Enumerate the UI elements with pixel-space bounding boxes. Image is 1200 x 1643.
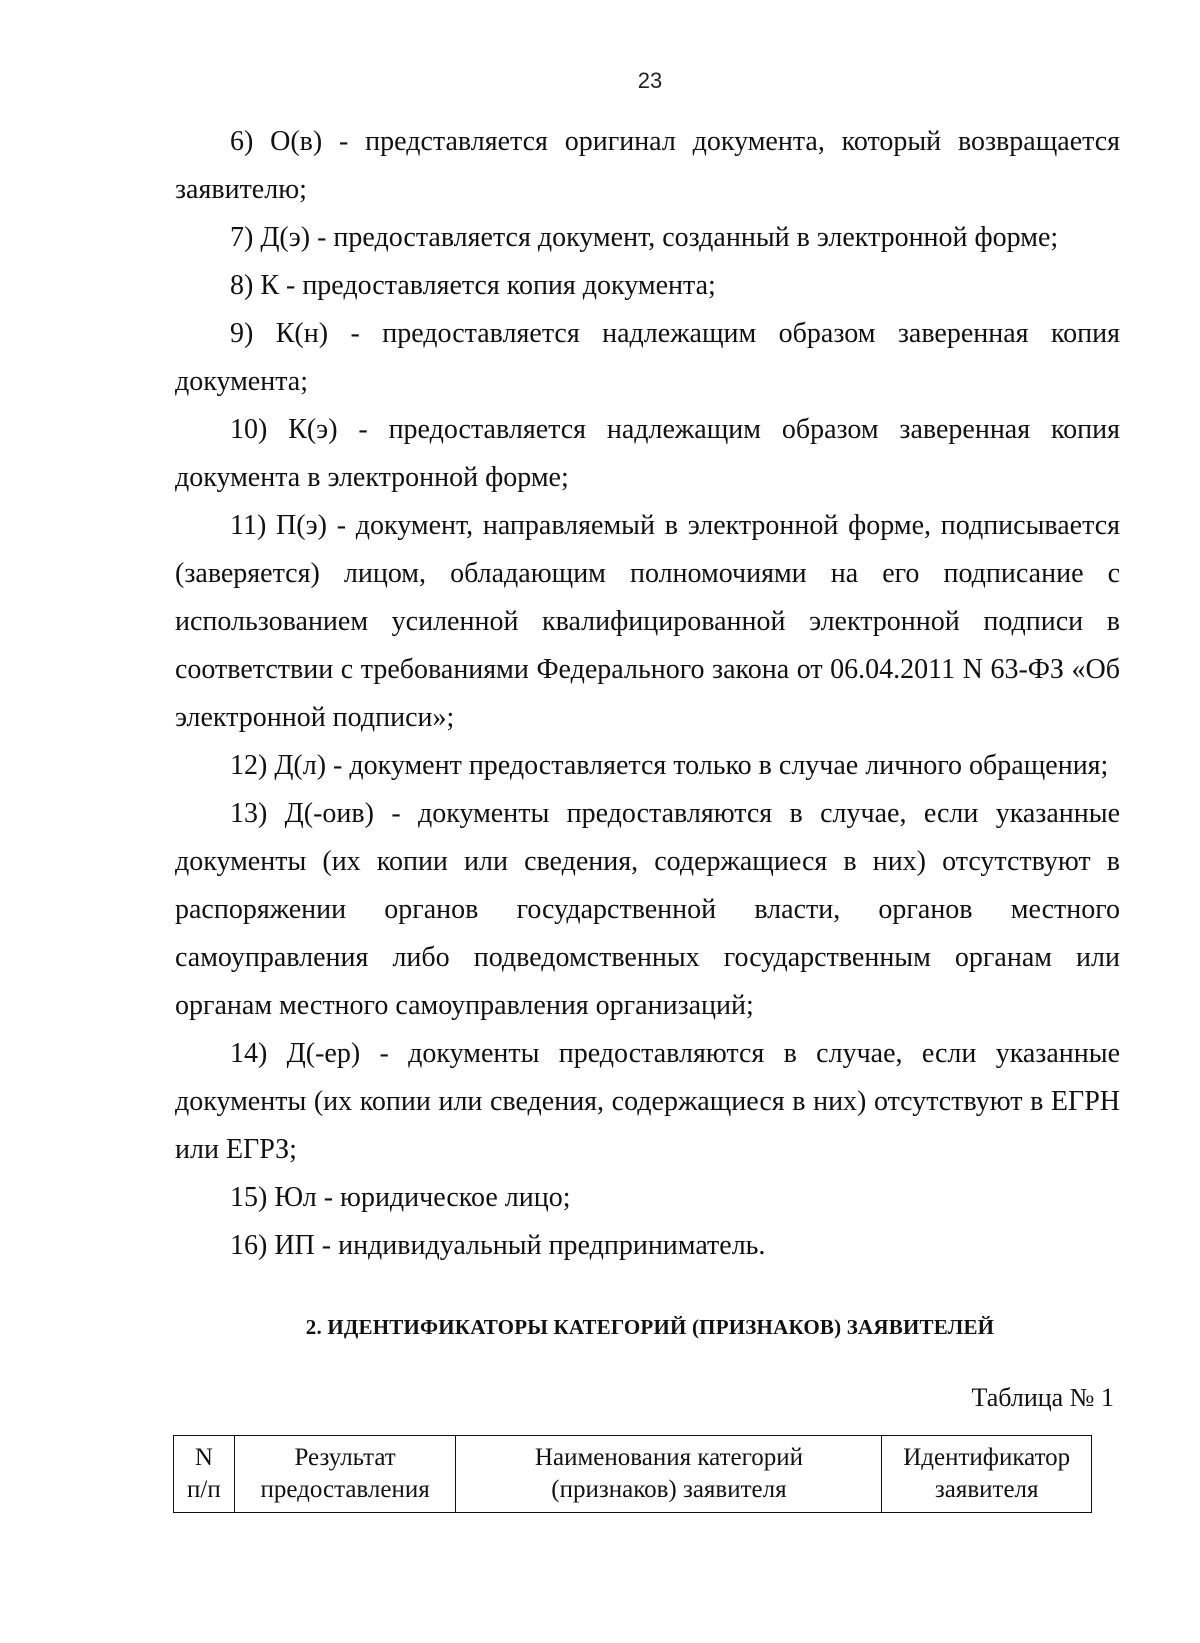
definition-item-16: 16) ИП - индивидуальный предприниматель.	[230, 1230, 766, 1261]
definition-item-6: 6) О(в) - представляется оригинал документа, который возвращается заявителю;	[175, 126, 1120, 205]
definition-item-9: 9) К(н) - предоставляется надлежащим образом заверенная копия документа;	[175, 318, 1120, 397]
header-category-names-line-2: (признаков) заявителя	[551, 1476, 787, 1503]
definitions-list	[175, 118, 1120, 1270]
header-number-line-2: п/п	[187, 1476, 221, 1503]
header-result-line-1: Результат	[294, 1444, 396, 1471]
applicant-categories-table	[173, 1435, 1092, 1513]
header-result-line-2: предоставления	[260, 1476, 430, 1503]
section-title: 2. ИДЕНТИФИКАТОРЫ КАТЕГОРИЙ (ПРИЗНАКОВ) ЗАЯВИТЕЛЕЙ	[305, 1315, 995, 1339]
definition-item-7: 7) Д(э) - предоставляется документ, созданный в электронной форме;	[230, 222, 1059, 253]
header-category-names-line-1: Наименования категорий	[534, 1444, 803, 1471]
table-caption: Таблица № 1	[971, 1383, 1114, 1412]
page-number: 23	[637, 68, 663, 93]
definition-item-8: 8) К - предоставляется копия документа;	[230, 270, 716, 301]
header-category-names	[456, 1436, 882, 1513]
definition-item-14: 14) Д(-ер) - документы предоставляются в случае, если указанные документы (их копии или сведения, содержащиеся в них) отсутствуют в ЕГРН или ЕГРЗ;	[175, 1038, 1120, 1165]
header-applicant-id	[882, 1436, 1092, 1513]
definition-item-11: 11) П(э) - документ, направляемый в электронной форме, подписывается (заверяется) лицом, обладающим полномочиями на его подписание с использованием усиленной квалифицированной электронной подписи в соответствии с требованиями Федерального закона от 06.04.2011 N 63-ФЗ «Об электронной подписи»;	[175, 510, 1120, 733]
definition-item-15: 15) Юл - юридическое лицо;	[230, 1182, 571, 1213]
header-number	[174, 1436, 235, 1513]
definition-item-12: 12) Д(л) - документ предоставляется только в случае личного обращения;	[230, 750, 1109, 781]
definition-item-13: 13) Д(-оив) - документы предоставляются в случае, если указанные документы (их копии или сведения, содержащиеся в них) отсутствуют в распоряжении органов государственной власти, органов местного самоуправления либо подведомственных государственным органам или органам местного самоуправления организаций;	[175, 798, 1120, 1021]
header-applicant-id-line-2: заявителя	[934, 1476, 1039, 1503]
definition-item-10: 10) К(э) - предоставляется надлежащим образом заверенная копия документа в электронной форме;	[175, 414, 1120, 493]
header-number-line-1: N	[194, 1444, 213, 1471]
table-header-row	[174, 1436, 1092, 1513]
header-result	[234, 1436, 456, 1513]
header-applicant-id-line-1: Идентификатор	[903, 1444, 1071, 1471]
